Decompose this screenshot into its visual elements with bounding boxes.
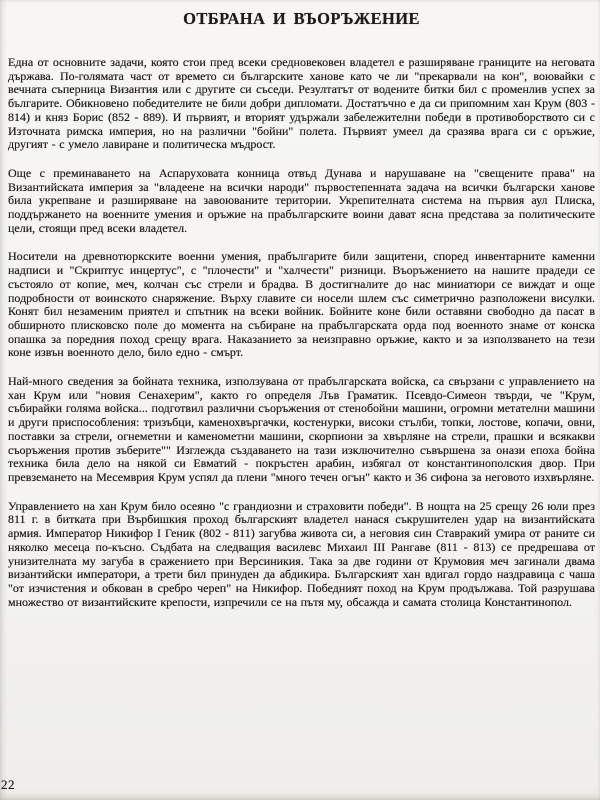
paragraph-asparuh-cavalry: Още с преминаването на Аспаруховата конница отвъд Дунава и нарушаване на "свещените права" на Византийската империя за "владеене на всички народи" първостепенната задача на всички български ханове била укрепване и разширяване на завоюваните територии. Укрепителната система на първия аул Плиска, поддържането на военните умения и оръжие на прабългарските воини дават ясна представа за политическите цели, стоящи пред всеки владетел. xyxy=(8,165,595,235)
paragraph-weapons-armor: Носители на древнотюркските военни умения, прабългарите били защитени, според инвентарните каменни надписи и "Скриптус инцертус", с "плочести" и "халчести" ризници. Въоръжението на нашите прадеди се състояло от копие, меч, колчан със стрели и брадва. В достигналите до нас миниатюри се виждат и още подробности от воинското снаряжение. Върху главите си носели шлем със симетрично разположени висулки. Конят бил незаменим приятел и спътник на всеки войник. Бойните коне били оставяни свободно да пасат в обширното плисковско поле до момента на събиране на прабългарската орда под военното знаме от конска опашка за поредния поход срещу врага. Наказанието за неизправно оръжие, както и за използването на тези коне извън военното дело, било едно - смърт. xyxy=(8,249,595,360)
page-title: ОТБРАНА И ВЪОРЪЖЕНИЕ xyxy=(183,9,420,28)
paragraph-siege-machines: Най-много сведения за бойната техника, използувана от прабългарската войска, са свързани с управлението на хан Крум или "новия Сенахерим", както го определя Лъв Граматик. Псевдо-Симеон твърди, че "Крум, събирайки голяма войска... подготвил различни съоръжения от стенобойни машини, огромни метателни машини и други приспособления: тризъбци, каменохвъргачки, костенурки, високи стълби, топки, лостове, копачи, овни, поставки за стрели, огнеметни и каменометни машини, скорпиони за хвърляне на стрели, прашки и всякакви съоръжения против зъберите"" Изглежда създаването на тази изключително съвършена за онази епоха бойна техника била дело на някой си Евматий - покръстен арабин, избягал от константинополския двор. При превземането на Месемврия Крум успял да плени "много течен огън" както и 36 сифона за неговото изхвърляне. xyxy=(8,374,595,484)
document-body xyxy=(8,56,595,609)
paragraph-intro: Една от основните задачи, която стои пред всеки средновековен владетел е разширяване границите на неговата държава. По-голямата част от времето си българските ханове като че ли "прекарвали на кон", воювайки с вечната съперница Византия или с другите си съседи. Резултатът от водените битки бил с променлив успех за българите. Обикновено победителите не били добри дипломати. Достатъчно е да си припомним хан Крум (803 - 814) и княз Борис (852 - 889). И първият, и вторият удържали забележителни победи в противоборството си с Източната римска империя, но на различни "бойни" полета. Първият умеел да сразява врага си с оръжие, другият - с умело лавиране и политическа мъдрост. xyxy=(8,55,595,152)
page-number: 22 xyxy=(1,777,15,792)
paragraph-krum-victories: Управлението на хан Крум било осеяно "с грандиозни и страховити победи". В нощта на 25 срещу 26 юли през 811 г. в битката при Върбишкия проход българският владетел нанася съкрушителен удар на византийската армия. Император Никифор I Геник (802 - 811) загубва живота си, а неговия син Ставракий умира от раните си няколко месеца по-късно. Съдбата на следващия василевс Михаил III Рангаве (811 - 813) се предрешава от унизителната му загуба в сражението при Версиникия. Така за две години от Крумовия меч загинали двама византийски императори, а трети бил принуден да абдикира. Българският хан вдигал гордо наздравица с чаша "от изчистения и обкован в сребро череп" на Никифор. Победният поход на Крум продължава. Той разрушава множество от византийските крепости, изпречили се на пътя му, обсажда и самата столица Константинопол. xyxy=(8,498,595,609)
